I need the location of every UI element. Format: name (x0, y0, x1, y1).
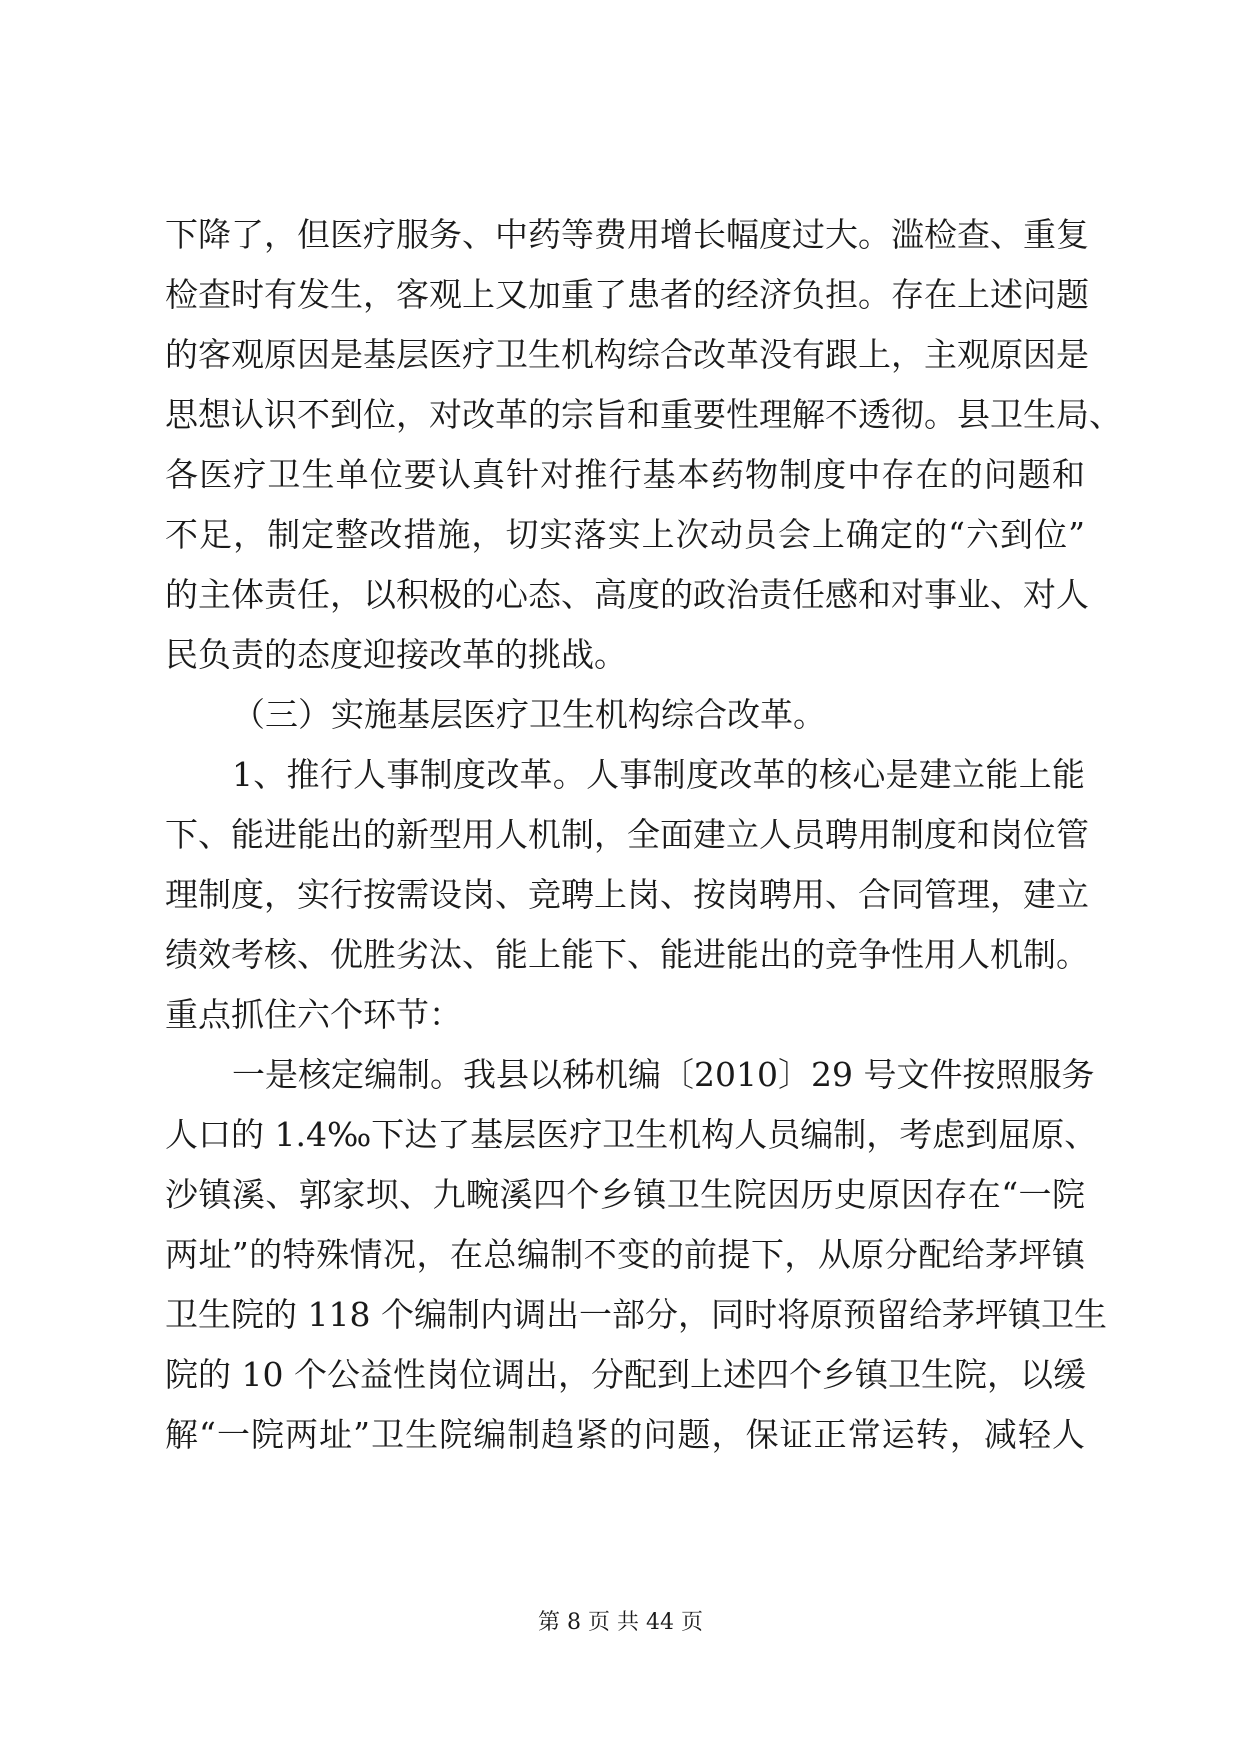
body-text-line: 下降了，但医疗服务、中药等费用增长幅度过大。滥检查、重复 (165, 215, 1089, 254)
body-text-line: 沙镇溪、郭家坝、九畹溪四个乡镇卫生院因历史原因存在“一院 (165, 1175, 1085, 1214)
body-text-line: 两址”的特殊情况，在总编制不变的前提下，从原分配给茅坪镇 (165, 1235, 1085, 1274)
page-number-footer: 第 8 页 共 44 页 (538, 1610, 703, 1635)
body-text-line: 检查时有发生，客观上又加重了患者的经济负担。存在上述问题 (165, 275, 1089, 314)
body-text-line: 的客观原因是基层医疗卫生机构综合改革没有跟上，主观原因是 (165, 335, 1089, 374)
body-text-line: 人口的 1.4‰下达了基层医疗卫生机构人员编制，考虑到屈原、 (165, 1115, 1098, 1154)
body-text-line: 民负责的态度迎接改革的挑战。 (165, 635, 627, 674)
body-text-line: 不足，制定整改措施，切实落实上次动员会上确定的“六到位” (165, 515, 1085, 554)
paragraph-first-line: 1、推行人事制度改革。人事制度改革的核心是建立能上能 (232, 755, 1085, 794)
body-text-line: 理制度，实行按需设岗、竞聘上岗、按岗聘用、合同管理，建立 (165, 875, 1089, 914)
body-text-line: 重点抓住六个环节： (165, 995, 462, 1034)
paragraph-first-line: 一是核定编制。我县以秭机编〔2010〕29 号文件按照服务 (232, 1055, 1095, 1094)
body-text-line: 院的 10 个公益性岗位调出，分配到上述四个乡镇卫生院，以缓 (165, 1355, 1086, 1394)
body-text-line: 的主体责任，以积极的心态、高度的政治责任感和对事业、对人 (165, 575, 1089, 614)
section-heading: （三）实施基层医疗卫生机构综合改革。 (232, 695, 826, 734)
body-text-line: 各医疗卫生单位要认真针对推行基本药物制度中存在的问题和 (165, 455, 1085, 494)
body-text-line: 绩效考核、优胜劣汰、能上能下、能进能出的竞争性用人机制。 (165, 935, 1089, 974)
body-text-line: 下、能进能出的新型用人机制，全面建立人员聘用制度和岗位管 (165, 815, 1089, 854)
body-text-line: 卫生院的 118 个编制内调出一部分，同时将原预留给茅坪镇卫生 (165, 1295, 1107, 1334)
body-text-line: 解“一院两址”卫生院编制趋紧的问题，保证正常运转，减轻人 (165, 1415, 1085, 1454)
body-text-line: 思想认识不到位，对改革的宗旨和重要性理解不透彻。县卫生局、 (165, 395, 1122, 434)
